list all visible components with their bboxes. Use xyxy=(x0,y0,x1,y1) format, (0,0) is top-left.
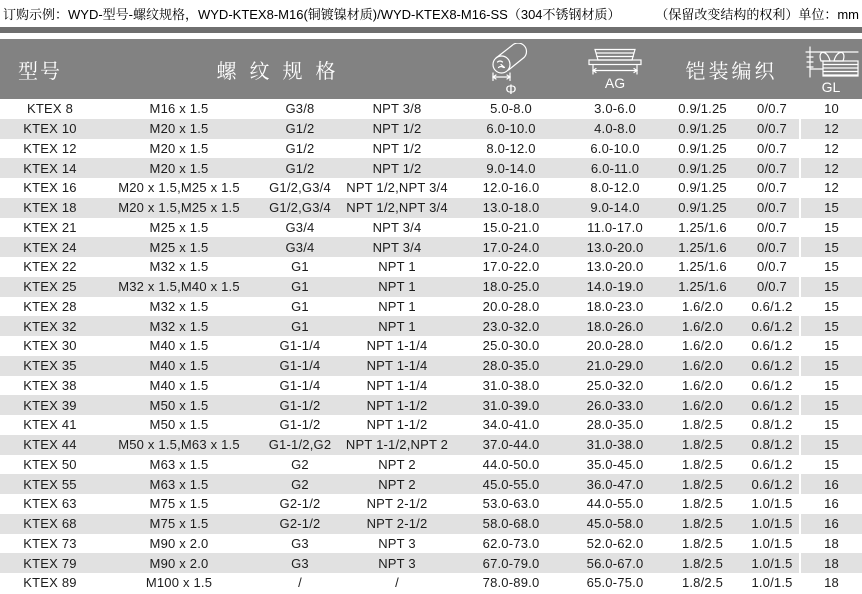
cell-model: KTEX 10 xyxy=(23,121,77,137)
cell-cable-diameter: 44.0-50.0 xyxy=(482,456,540,472)
gland-length-icon xyxy=(802,45,860,79)
table-row xyxy=(0,455,862,475)
order-example-text: 订购示例：WYD-型号-螺纹规格，WYD-KTEX8-M16(铜镀镍材质)/WYD-KTEX8-M16-SS（304不锈钢材质） xyxy=(3,7,621,22)
header-model: 型号 xyxy=(18,60,62,83)
spec-table-header xyxy=(0,39,862,99)
cell-cable-diameter: 25.0-30.0 xyxy=(482,338,540,354)
cell-braid-thickness: 0/0.7 xyxy=(757,180,787,196)
cell-armor-diameter: 45.0-58.0 xyxy=(586,516,644,532)
cell-g-thread: G1/2,G3/4 xyxy=(269,200,331,216)
cell-cable-diameter: 23.0-32.0 xyxy=(482,318,540,334)
cell-cable-diameter: 6.0-10.0 xyxy=(486,121,536,137)
cell-armor-diameter: 4.0-8.0 xyxy=(594,121,636,137)
cell-armor-diameter: 56.0-67.0 xyxy=(586,555,644,571)
cell-npt-thread: NPT 1/2,NPT 3/4 xyxy=(346,180,448,196)
cell-metric-thread: M32 x 1.5 xyxy=(149,259,209,275)
cell-cable-diameter: 34.0-41.0 xyxy=(482,417,540,433)
cell-gl: 15 xyxy=(800,415,862,435)
cell-armor-thickness: 0.9/1.25 xyxy=(678,160,727,176)
cell-model: KTEX 55 xyxy=(23,476,77,492)
cell-gl: 15 xyxy=(800,218,862,238)
cell-braid-thickness: 0/0.7 xyxy=(757,219,787,235)
cell-cable-diameter: 78.0-89.0 xyxy=(482,575,540,591)
cell-model: KTEX 41 xyxy=(23,417,77,433)
cell-armor-diameter: 13.0-20.0 xyxy=(586,239,644,255)
cell-metric-thread: M75 x 1.5 xyxy=(149,496,209,512)
cell-armor-diameter: 44.0-55.0 xyxy=(586,496,644,512)
cell-cable-diameter: 37.0-44.0 xyxy=(482,437,540,453)
cable-diameter-icon xyxy=(488,43,534,81)
cell-npt-thread: NPT 3/4 xyxy=(372,219,422,235)
cell-model: KTEX 8 xyxy=(27,101,73,117)
cell-cable-diameter: 15.0-21.0 xyxy=(482,219,540,235)
header-thread-spec: 螺纹规格 xyxy=(216,60,349,83)
cell-g-thread: G1 xyxy=(291,298,309,314)
cell-model: KTEX 50 xyxy=(23,456,77,472)
cell-npt-thread: NPT 2-1/2 xyxy=(366,496,428,512)
cell-armor-diameter: 31.0-38.0 xyxy=(586,437,644,453)
table-row xyxy=(0,573,862,593)
cell-cable-diameter: 58.0-68.0 xyxy=(482,516,540,532)
cell-armor-diameter: 8.0-12.0 xyxy=(590,180,640,196)
cell-armor-thickness: 0.9/1.25 xyxy=(678,121,727,137)
cell-gl: 15 xyxy=(800,277,862,297)
cell-g-thread: G1-1/2 xyxy=(279,417,321,433)
cell-armor-thickness: 1.6/2.0 xyxy=(681,338,724,354)
cell-gl: 15 xyxy=(800,376,862,396)
cell-gl: 10 xyxy=(800,99,862,119)
cell-braid-thickness: 0.6/1.2 xyxy=(751,298,793,314)
cell-metric-thread: M63 x 1.5 xyxy=(149,476,209,492)
cell-metric-thread: M90 x 2.0 xyxy=(149,535,209,551)
cell-metric-thread: M16 x 1.5 xyxy=(149,101,209,117)
cell-model: KTEX 35 xyxy=(23,358,77,374)
cell-g-thread: G1 xyxy=(291,259,309,275)
cell-npt-thread: NPT 1-1/2 xyxy=(366,397,428,413)
cell-braid-thickness: 0/0.7 xyxy=(757,101,787,117)
cell-armor-diameter: 20.0-28.0 xyxy=(586,338,644,354)
cell-cable-diameter: 18.0-25.0 xyxy=(482,279,540,295)
table-row xyxy=(0,297,862,317)
cell-npt-thread: NPT 1 xyxy=(378,298,416,314)
cell-armor-diameter: 52.0-62.0 xyxy=(586,535,644,551)
cell-model: KTEX 22 xyxy=(23,259,77,275)
cell-armor-diameter: 13.0-20.0 xyxy=(586,259,644,275)
cell-g-thread: G3/4 xyxy=(285,239,315,255)
cell-g-thread: G1 xyxy=(291,318,309,334)
cell-npt-thread: NPT 1 xyxy=(378,259,416,275)
cell-braid-thickness: 0/0.7 xyxy=(757,160,787,176)
cell-metric-thread: M20 x 1.5,M25 x 1.5 xyxy=(118,200,240,216)
cell-cable-diameter: 67.0-79.0 xyxy=(482,555,540,571)
table-row xyxy=(0,198,862,218)
cell-braid-thickness: 0.6/1.2 xyxy=(751,476,793,492)
cell-g-thread: G3 xyxy=(291,555,309,571)
cell-armor-thickness: 1.25/1.6 xyxy=(678,259,727,275)
cell-g-thread: G1-1/4 xyxy=(279,377,321,393)
cell-armor-thickness: 1.8/2.5 xyxy=(681,575,724,591)
cell-braid-thickness: 0/0.7 xyxy=(757,140,787,156)
table-row xyxy=(0,494,862,514)
cell-armor-thickness: 1.6/2.0 xyxy=(681,377,724,393)
cell-metric-thread: M32 x 1.5 xyxy=(149,298,209,314)
cell-braid-thickness: 0.6/1.2 xyxy=(751,338,793,354)
cell-metric-thread: M32 x 1.5 xyxy=(149,318,209,334)
table-row xyxy=(0,99,862,119)
order-note-bar xyxy=(0,0,862,27)
cell-g-thread: G1-1/4 xyxy=(279,338,321,354)
cell-gl: 18 xyxy=(800,553,862,573)
cell-armor-thickness: 1.8/2.5 xyxy=(681,437,724,453)
cell-g-thread: G1/2 xyxy=(285,160,315,176)
table-row xyxy=(0,376,862,396)
gland-thread-icon xyxy=(585,48,645,75)
cell-cable-diameter: 53.0-63.0 xyxy=(482,496,540,512)
cell-model: KTEX 63 xyxy=(23,496,77,512)
cell-gl: 15 xyxy=(800,435,862,455)
cell-g-thread: G3/4 xyxy=(285,219,315,235)
cell-armor-thickness: 0.9/1.25 xyxy=(678,101,727,117)
table-row xyxy=(0,237,862,257)
cell-g-thread: G1/2,G3/4 xyxy=(269,180,331,196)
header-row xyxy=(0,39,862,99)
cell-metric-thread: M50 x 1.5 xyxy=(149,417,209,433)
cell-cable-diameter: 20.0-28.0 xyxy=(482,298,540,314)
phi-label: Φ xyxy=(505,80,517,97)
cell-armor-thickness: 1.8/2.5 xyxy=(681,555,724,571)
cell-gl: 18 xyxy=(800,534,862,554)
cell-npt-thread: NPT 2-1/2 xyxy=(366,516,428,532)
cell-cable-diameter: 5.0-8.0 xyxy=(490,101,532,117)
cell-npt-thread: NPT 1 xyxy=(378,279,416,295)
table-row xyxy=(0,336,862,356)
table-row xyxy=(0,316,862,336)
cell-gl: 15 xyxy=(800,395,862,415)
cell-metric-thread: M63 x 1.5 xyxy=(149,456,209,472)
cell-metric-thread: M75 x 1.5 xyxy=(149,516,209,532)
cell-g-thread: G2 xyxy=(291,476,309,492)
cell-metric-thread: M50 x 1.5 xyxy=(149,397,209,413)
cell-cable-diameter: 17.0-24.0 xyxy=(482,239,540,255)
cell-armor-diameter: 28.0-35.0 xyxy=(586,417,644,433)
cell-cable-diameter: 31.0-38.0 xyxy=(482,377,540,393)
cell-g-thread: G1-1/2 xyxy=(279,397,321,413)
cell-armor-diameter: 26.0-33.0 xyxy=(586,397,644,413)
cell-metric-thread: M20 x 1.5 xyxy=(149,160,209,176)
cell-npt-thread: NPT 1-1/2 xyxy=(366,417,428,433)
cell-g-thread: / xyxy=(298,575,302,591)
cell-model: KTEX 25 xyxy=(23,279,77,295)
cell-npt-thread: NPT 2 xyxy=(378,476,416,492)
cell-cable-diameter: 17.0-22.0 xyxy=(482,259,540,275)
cell-metric-thread: M90 x 2.0 xyxy=(149,555,209,571)
cell-model: KTEX 79 xyxy=(23,555,77,571)
rights-unit-text: （保留改变结构的权利）单位：mm xyxy=(655,7,859,22)
cell-npt-thread: NPT 1/2 xyxy=(372,160,422,176)
cell-armor-diameter: 36.0-47.0 xyxy=(586,476,644,492)
table-row xyxy=(0,435,862,455)
cell-cable-diameter: 8.0-12.0 xyxy=(486,140,536,156)
cell-cable-diameter: 13.0-18.0 xyxy=(482,200,540,216)
table-row xyxy=(0,415,862,435)
cell-gl: 15 xyxy=(800,316,862,336)
header-armor-diameter xyxy=(570,39,660,99)
cell-braid-thickness: 0.6/1.2 xyxy=(751,397,793,413)
divider-bar xyxy=(0,27,862,33)
header-armor-braid: 铠装编织 xyxy=(685,60,778,83)
cell-npt-thread: NPT 1-1/4 xyxy=(366,358,428,374)
cell-armor-thickness: 1.6/2.0 xyxy=(681,358,724,374)
cell-cable-diameter: 45.0-55.0 xyxy=(482,476,540,492)
cell-armor-thickness: 1.8/2.5 xyxy=(681,535,724,551)
cell-armor-diameter: 9.0-14.0 xyxy=(590,200,640,216)
cell-gl: 12 xyxy=(800,139,862,159)
cell-g-thread: G2-1/2 xyxy=(279,516,321,532)
cell-npt-thread: NPT 1/2 xyxy=(372,121,422,137)
cell-braid-thickness: 0.8/1.2 xyxy=(751,437,793,453)
ag-label: AG xyxy=(604,75,626,91)
cell-braid-thickness: 1.0/1.5 xyxy=(751,535,793,551)
cell-npt-thread: NPT 1-1/4 xyxy=(366,338,428,354)
cell-braid-thickness: 0.6/1.2 xyxy=(751,318,793,334)
cell-braid-thickness: 0/0.7 xyxy=(757,259,787,275)
table-row xyxy=(0,218,862,238)
cell-armor-diameter: 14.0-19.0 xyxy=(586,279,644,295)
cell-npt-thread: NPT 3/4 xyxy=(372,239,422,255)
cell-g-thread: G1/2 xyxy=(285,140,315,156)
cell-gl: 18 xyxy=(800,573,862,593)
cell-armor-thickness: 1.25/1.6 xyxy=(678,239,727,255)
spec-table xyxy=(0,39,862,593)
table-row xyxy=(0,395,862,415)
cell-model: KTEX 68 xyxy=(23,516,77,532)
spec-table-body xyxy=(0,99,862,593)
cell-gl: 15 xyxy=(800,336,862,356)
cell-g-thread: G3 xyxy=(291,535,309,551)
cell-metric-thread: M20 x 1.5 xyxy=(149,140,209,156)
cell-metric-thread: M25 x 1.5 xyxy=(149,239,209,255)
cell-model: KTEX 28 xyxy=(23,298,77,314)
cell-npt-thread: NPT 3/8 xyxy=(372,101,422,117)
cell-armor-thickness: 1.25/1.6 xyxy=(678,219,727,235)
cell-armor-diameter: 3.0-6.0 xyxy=(594,101,636,117)
cell-npt-thread: NPT 1-1/2,NPT 2 xyxy=(345,437,449,453)
cell-metric-thread: M40 x 1.5 xyxy=(149,377,209,393)
cell-model: KTEX 44 xyxy=(23,437,77,453)
cell-npt-thread: NPT 1-1/4 xyxy=(366,377,428,393)
gl-label: GL xyxy=(821,78,841,95)
table-row xyxy=(0,474,862,494)
cell-model: KTEX 14 xyxy=(23,160,77,176)
cell-armor-thickness: 0.9/1.25 xyxy=(678,200,727,216)
cell-armor-thickness: 1.6/2.0 xyxy=(681,318,724,334)
table-row xyxy=(0,356,862,376)
cell-npt-thread: NPT 1/2,NPT 3/4 xyxy=(346,200,448,216)
cell-armor-diameter: 18.0-23.0 xyxy=(586,298,644,314)
cell-gl: 12 xyxy=(800,119,862,139)
cell-npt-thread: NPT 1 xyxy=(378,318,416,334)
cell-gl: 15 xyxy=(800,356,862,376)
cell-armor-thickness: 1.8/2.5 xyxy=(681,476,724,492)
cell-g-thread: G2-1/2 xyxy=(279,496,321,512)
cell-gl: 12 xyxy=(800,178,862,198)
cell-armor-diameter: 25.0-32.0 xyxy=(586,377,644,393)
cell-g-thread: G1 xyxy=(291,279,309,295)
cell-braid-thickness: 0/0.7 xyxy=(757,239,787,255)
cell-gl: 16 xyxy=(800,474,862,494)
cell-gl: 15 xyxy=(800,257,862,277)
cell-g-thread: G1-1/2,G2 xyxy=(268,437,332,453)
cell-armor-diameter: 18.0-26.0 xyxy=(586,318,644,334)
cell-armor-thickness: 1.6/2.0 xyxy=(681,298,724,314)
cell-npt-thread: NPT 1/2 xyxy=(372,140,422,156)
cell-metric-thread: M20 x 1.5 xyxy=(149,121,209,137)
table-row xyxy=(0,158,862,178)
cell-gl: 15 xyxy=(800,297,862,317)
cell-g-thread: G1/2 xyxy=(285,121,315,137)
cell-braid-thickness: 0.6/1.2 xyxy=(751,456,793,472)
cell-model: KTEX 12 xyxy=(23,140,77,156)
cell-braid-thickness: 0/0.7 xyxy=(757,200,787,216)
cell-model: KTEX 18 xyxy=(23,200,77,216)
cell-armor-thickness: 1.8/2.5 xyxy=(681,496,724,512)
cell-npt-thread: NPT 3 xyxy=(378,535,416,551)
cell-model: KTEX 21 xyxy=(23,219,77,235)
cell-model: KTEX 38 xyxy=(23,377,77,393)
cell-metric-thread: M50 x 1.5,M63 x 1.5 xyxy=(118,437,240,453)
cell-armor-diameter: 35.0-45.0 xyxy=(586,456,644,472)
cell-model: KTEX 16 xyxy=(23,180,77,196)
cell-metric-thread: M20 x 1.5,M25 x 1.5 xyxy=(118,180,240,196)
cell-armor-thickness: 1.25/1.6 xyxy=(678,279,727,295)
cell-model: KTEX 89 xyxy=(23,575,77,591)
cell-gl: 15 xyxy=(800,455,862,475)
cell-g-thread: G2 xyxy=(291,456,309,472)
cell-armor-thickness: 0.9/1.25 xyxy=(678,140,727,156)
cell-gl: 12 xyxy=(800,158,862,178)
cell-braid-thickness: 0/0.7 xyxy=(757,121,787,137)
cell-model: KTEX 73 xyxy=(23,535,77,551)
cell-armor-thickness: 1.6/2.0 xyxy=(681,397,724,413)
cell-armor-thickness: 1.8/2.5 xyxy=(681,516,724,532)
table-row xyxy=(0,139,862,159)
cell-braid-thickness: 0/0.7 xyxy=(757,279,787,295)
cell-model: KTEX 32 xyxy=(23,318,77,334)
cell-cable-diameter: 12.0-16.0 xyxy=(482,180,540,196)
cell-metric-thread: M100 x 1.5 xyxy=(145,575,213,591)
cell-cable-diameter: 62.0-73.0 xyxy=(482,535,540,551)
cell-gl: 15 xyxy=(800,237,862,257)
cell-armor-diameter: 11.0-17.0 xyxy=(587,219,643,235)
cell-braid-thickness: 1.0/1.5 xyxy=(751,496,793,512)
cell-braid-thickness: 0.8/1.2 xyxy=(751,417,793,433)
table-row xyxy=(0,553,862,573)
cell-armor-diameter: 6.0-11.0 xyxy=(590,160,640,176)
cell-npt-thread: / xyxy=(395,575,399,591)
header-gl xyxy=(800,39,862,99)
header-cable-diameter xyxy=(452,39,570,99)
cell-braid-thickness: 1.0/1.5 xyxy=(751,555,793,571)
cell-metric-thread: M40 x 1.5 xyxy=(149,358,209,374)
cell-armor-thickness: 1.8/2.5 xyxy=(681,417,724,433)
table-row xyxy=(0,178,862,198)
cell-model: KTEX 39 xyxy=(23,397,77,413)
cell-armor-thickness: 0.9/1.25 xyxy=(678,180,727,196)
table-row xyxy=(0,257,862,277)
cell-npt-thread: NPT 3 xyxy=(378,555,416,571)
cell-gl: 16 xyxy=(800,514,862,534)
cell-cable-diameter: 28.0-35.0 xyxy=(482,358,540,374)
cell-npt-thread: NPT 2 xyxy=(378,456,416,472)
cell-gl: 15 xyxy=(800,198,862,218)
cell-gl: 16 xyxy=(800,494,862,514)
cell-metric-thread: M32 x 1.5,M40 x 1.5 xyxy=(118,279,240,295)
cell-g-thread: G3/8 xyxy=(285,101,315,117)
cell-armor-thickness: 1.8/2.5 xyxy=(681,456,724,472)
table-row xyxy=(0,514,862,534)
cell-braid-thickness: 0.6/1.2 xyxy=(751,358,793,374)
cell-metric-thread: M40 x 1.5 xyxy=(149,338,209,354)
cell-cable-diameter: 31.0-39.0 xyxy=(482,397,540,413)
cell-metric-thread: M25 x 1.5 xyxy=(149,219,209,235)
cell-armor-diameter: 6.0-10.0 xyxy=(590,140,640,156)
cell-model: KTEX 24 xyxy=(23,239,77,255)
cell-armor-diameter: 65.0-75.0 xyxy=(586,575,644,591)
table-row xyxy=(0,277,862,297)
cell-g-thread: G1-1/4 xyxy=(279,358,321,374)
cell-cable-diameter: 9.0-14.0 xyxy=(486,160,536,176)
cell-braid-thickness: 1.0/1.5 xyxy=(751,575,793,591)
table-row xyxy=(0,534,862,554)
cell-braid-thickness: 1.0/1.5 xyxy=(751,516,793,532)
cell-braid-thickness: 0.6/1.2 xyxy=(751,377,793,393)
table-row xyxy=(0,119,862,139)
cell-armor-diameter: 21.0-29.0 xyxy=(586,358,644,374)
cell-model: KTEX 30 xyxy=(23,338,77,354)
